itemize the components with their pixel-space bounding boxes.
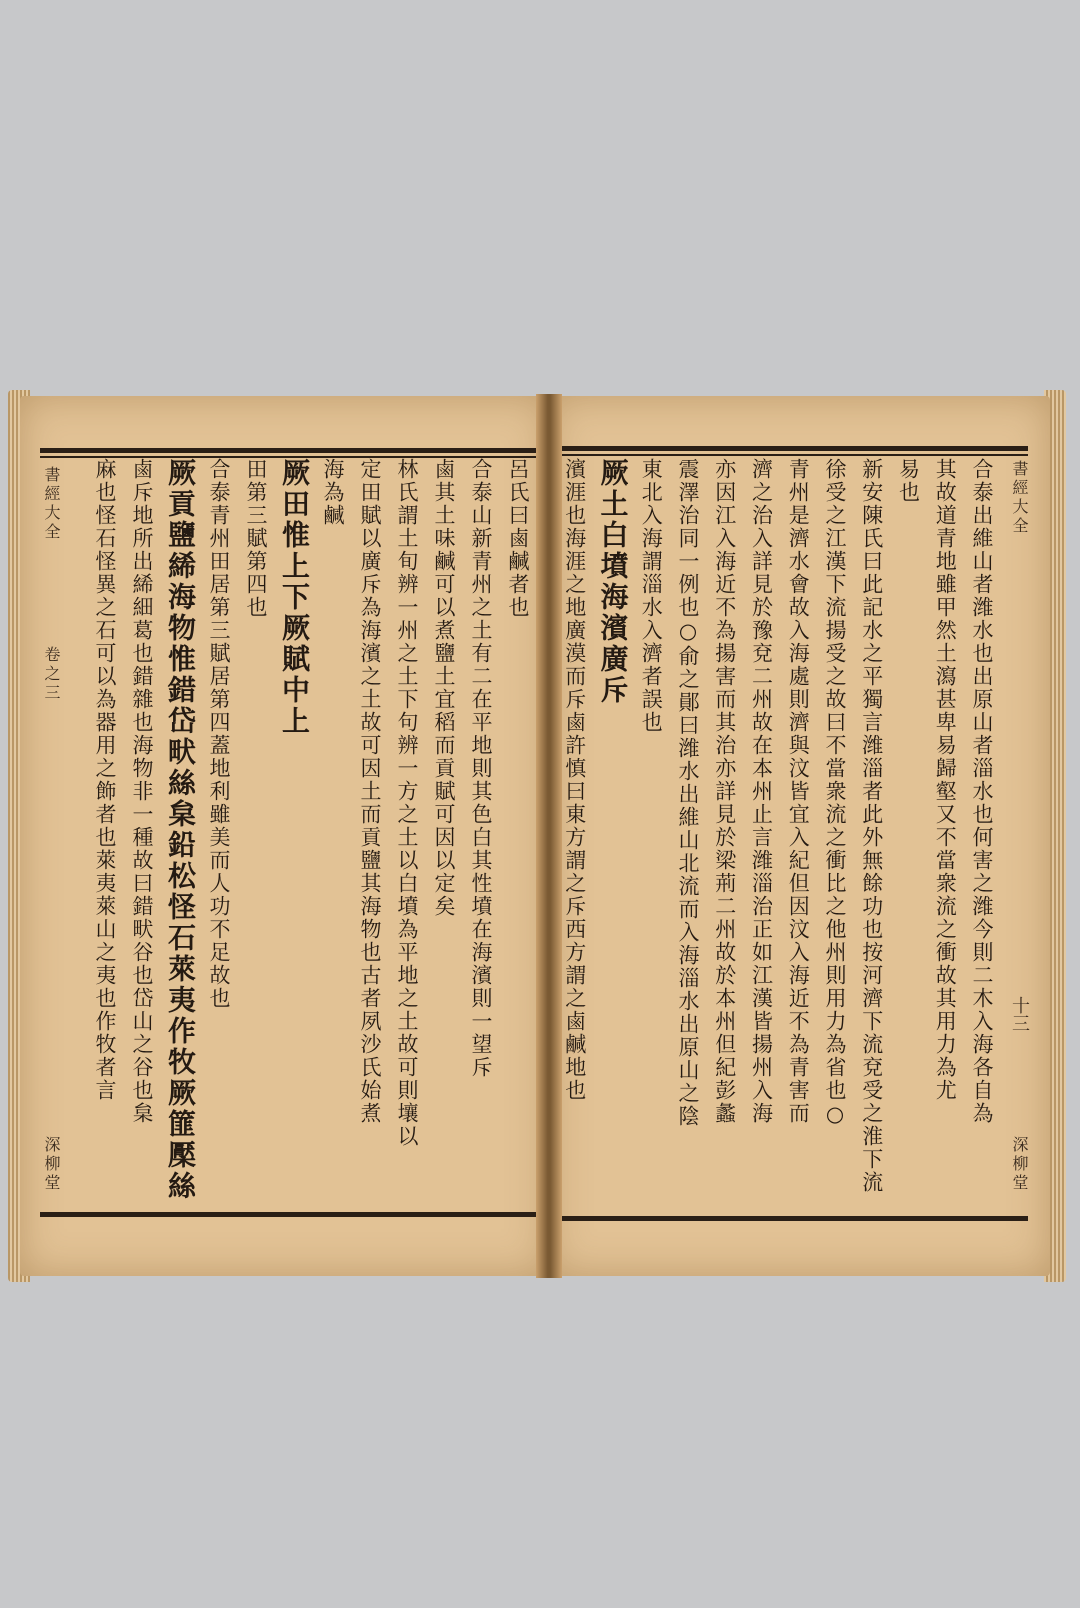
main-text-column: 厥土白墳海濱廣斥 xyxy=(596,458,630,706)
margin-volume: 卷之三 xyxy=(42,646,61,703)
text-column: 濱涯也海涯之地廣漠而斥鹵許慎曰東方謂之斥西方謂之鹵鹹地也 xyxy=(562,458,587,1102)
top-inner-rule xyxy=(550,454,1028,456)
folio-number: 十三 xyxy=(1009,996,1030,1032)
text-column: 易也 xyxy=(896,458,921,504)
book-gutter xyxy=(536,394,562,1278)
text-column: 定田賦以廣斥為海濱之土故可因土而貢鹽其海物也古者夙沙氏始煮 xyxy=(358,458,382,1125)
text-column: 呂氏曰鹵鹹者也 xyxy=(506,458,530,619)
text-column: 震澤治同一例也○俞之鄖曰潍水出維山北流而入海淄水出原山之陰 xyxy=(676,458,700,1128)
text-column: 合泰青州田居第三賦居第四蓋地利雖美而人功不足故也 xyxy=(207,458,231,1010)
text-column: 濟之治入詳見於豫兗二州故在本州止言潍淄治正如江漢皆揚州入海 xyxy=(749,458,774,1125)
text-column: 林氏謂土旬辨一州之土下句辨一方之土以白墳為平地之土故可則壤以 xyxy=(395,458,419,1148)
left-text-columns xyxy=(66,458,536,1236)
text-column: 田第三賦第四也 xyxy=(244,458,268,619)
top-border-rule xyxy=(40,448,540,453)
text-column: 海為鹹 xyxy=(321,458,345,527)
text-column: 徐受之江漢下流揚受之故曰不當衆流之衝比之他州則用力為省也○ xyxy=(823,458,847,1128)
open-book xyxy=(8,390,1066,1290)
margin-house: 深柳堂 xyxy=(1010,1136,1029,1193)
left-page xyxy=(20,396,548,1276)
margin-title: 書經大全 xyxy=(1010,460,1029,536)
text-column: 青州是濟水會故入海處則濟與汶皆宜入紀但因汶入海近不為青害而 xyxy=(786,458,811,1125)
top-border-rule xyxy=(550,446,1028,451)
main-text-column: 厥田惟上下厥賦中上 xyxy=(278,458,311,737)
text-column: 合泰出維山者潍水也出原山者淄水也何害之潍今則二木入海各自為 xyxy=(970,458,994,1125)
main-text-column: 厥貢鹽絺海物惟錯岱畎絲枲鉛松怪石萊夷作牧厥篚檿絲 xyxy=(164,458,197,1202)
text-column: 新安陳氏曰此記水之平獨言潍淄者此外無餘功也按河濟下流兗受之淮下流 xyxy=(859,458,884,1194)
margin-title: 書經大全 xyxy=(42,466,61,542)
text-column: 其故道青地雖甲然土瀉甚卑易歸壑又不當衆流之衝故其用力為尤 xyxy=(933,458,958,1102)
text-column: 東北入海謂淄水入濟者誤也 xyxy=(639,458,664,734)
text-column: 鹵斥地所出絺細葛也錯雜也海物非一種故曰錯畎谷也岱山之谷也枲 xyxy=(130,458,154,1125)
text-column: 麻也怪石怪異之石可以為器用之飾者也萊夷萊山之夷也作牧者言 xyxy=(93,458,117,1102)
text-column: 鹵其土味鹹可以煮鹽土宜稻而貢賦可因以定矣 xyxy=(432,458,456,918)
text-column: 合泰山新青州之土有二在平地則其色白其性墳在海濱則一望斥 xyxy=(469,458,493,1079)
right-page xyxy=(550,396,1050,1276)
margin-house: 深柳堂 xyxy=(42,1136,61,1193)
right-text-columns xyxy=(556,458,1000,1236)
text-column: 亦因江入海近不為揚害而其治亦詳見於梁荊二州故於本州但紀彭蠡 xyxy=(712,458,737,1125)
